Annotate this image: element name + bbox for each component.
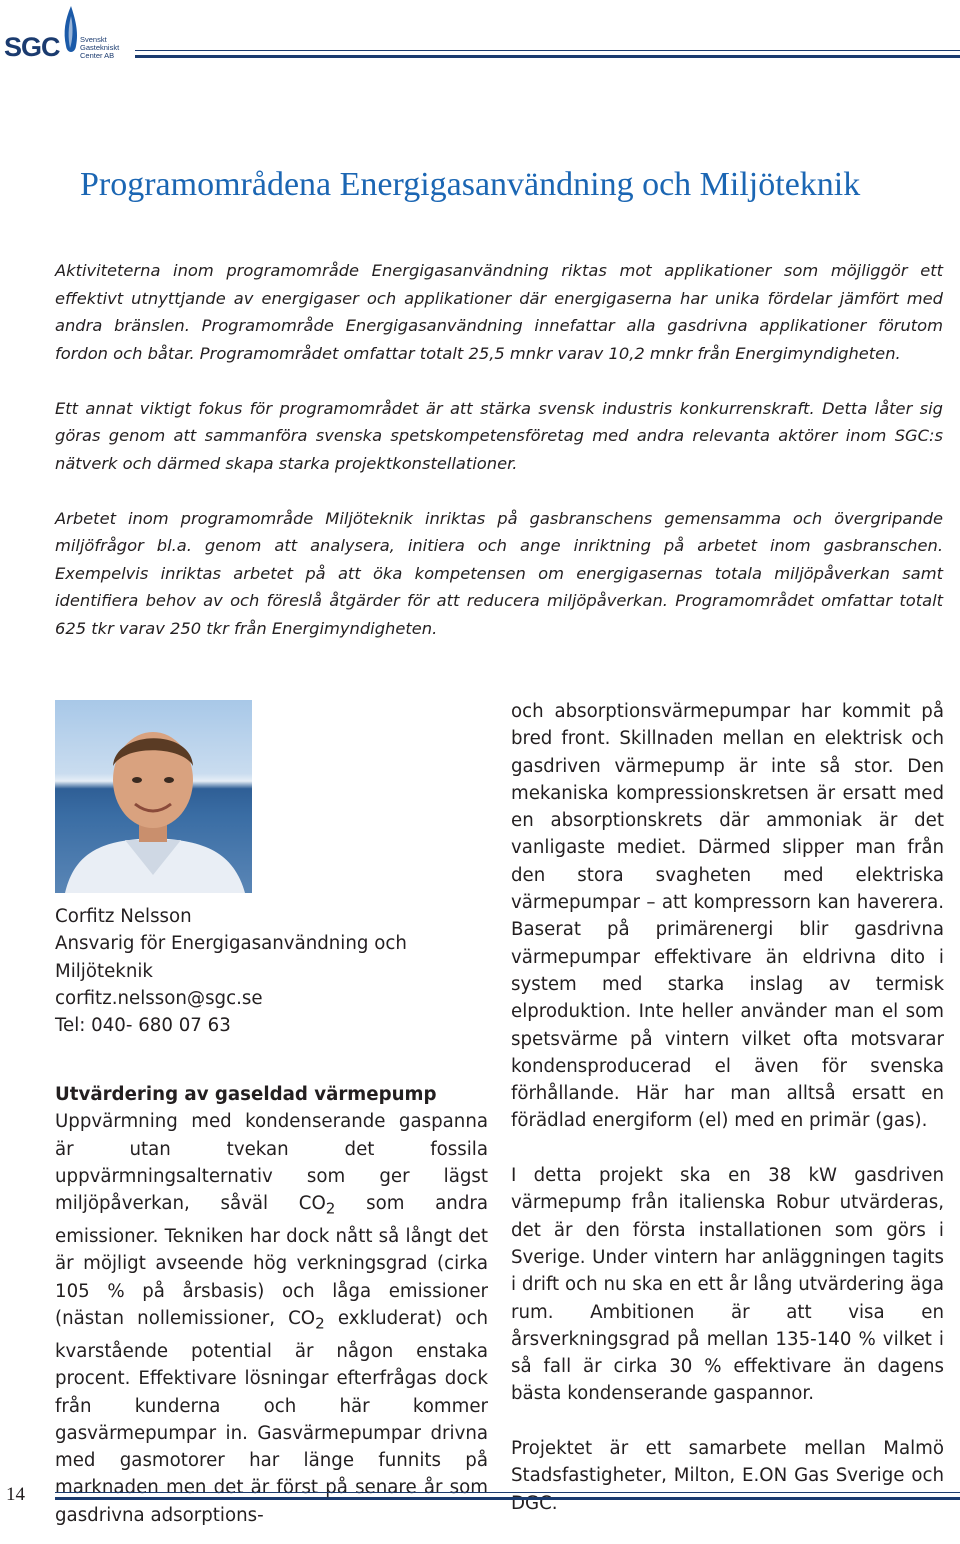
header-rule-thick (135, 55, 960, 58)
contact-caption (55, 903, 475, 1039)
page-header (0, 0, 960, 70)
subscript: 2 (325, 1199, 336, 1218)
contact-role: Ansvarig för Energigasanvändning och (55, 933, 407, 955)
article-paragraph (55, 1108, 488, 1529)
article-subheading: Utvärdering av gaseldad värmepump (55, 1084, 437, 1105)
logo-subtitle: Svenskt Gastekniskt Center AB (80, 35, 120, 60)
footer-rule-thin (55, 1492, 960, 1493)
intro-paragraph: Aktiviteterna inom programområde Energigasanvändning riktas mot applikationer som möjliggör ett effektivt utnyttjande av energigaser och applikationer där energigaserna har unika fördelar jämfört med andra bränslen. Programområde Energigasanvändning innefattar alla gasdrivna applikationer förutom fordon och båtar. Programområdet omfattar totalt 25,5 mnkr varav 10,2 mnkr från Energimyndigheten. (55, 261, 943, 363)
text-segment: Uppvärmning med kondenserande gaspanna är utan tvekan det fossila uppvärmningsalternativ som ger lägst miljöpåverkan, såväl CO (55, 1111, 488, 1215)
contact-role-continued: Miljöteknik (55, 960, 153, 982)
subscript: 2 (315, 1314, 325, 1333)
article-right-column (511, 698, 944, 1544)
contact-email[interactable]: corfitz.nelsson@sgc.se (55, 987, 263, 1009)
portrait-illustration (55, 700, 252, 893)
page-title: Programområdena Energigasanvändning och Miljöteknik (80, 166, 861, 203)
page-number: 14 (6, 1484, 25, 1505)
contact-name: Corfitz Nelsson (55, 906, 192, 927)
flame-icon (60, 6, 82, 64)
portrait-photo (55, 700, 252, 893)
text-segment: exkluderat) och kvarstående potential är någon enstaka procent. Effektivare lösningar efterfrågas dock från kunderna och här kommer gasvärmepumpar in. Gasvärmepumpar drivna med gasmotorer har länge funnits på marknaden men det är först på senare år som gasdrivna adsorptions- (55, 1308, 488, 1526)
text-segment: som andra emissioner. Tekniken har dock nått så långt det är möjligt avseende hög verkningsgrad (cirka 105 % på årsbasis) och låga emissioner (nästan nollemissioner, CO (55, 1193, 488, 1330)
contact-phone: Tel: 040- 680 07 63 (55, 1015, 231, 1037)
article-paragraph: Projektet är ett samarbete mellan Malmö Stadsfastigheter, Milton, E.ON Gas Sverige och DGC. (511, 1438, 944, 1514)
intro-paragraph: Ett annat viktigt fokus för programområdet är att stärka svensk industris konkurrenskraft. Detta låter sig göras genom att sammanföra svenska spetskompetensföretag med andra relevanta aktörer inom SGC:s nätverk och därmed skapa starka projektkonstellationer. (55, 398, 943, 473)
footer-rule-thick (55, 1497, 960, 1500)
article-paragraph: I detta projekt ska en 38 kW gasdriven värmepump från italienska Robur utvärderas, det är den första installationen som görs i Sverige. Under vintern har anläggningen tagits i drift och nu ska en ett år lång utvärdering äga rum. Ambitionen är att visa en årsverkningsgrad på mellan 135-140 % vilket i så fall är cirka 30 % effektivare än dagens bästa kondenserande gaspannor. (511, 1165, 944, 1405)
logo-wordmark: SGC (4, 32, 60, 62)
article-paragraph: och absorptionsvärmepumpar har kommit på bred front. Skillnaden mellan en elektrisk och gasdriven värmepump är inte så stor. Den mekaniska kompressionskretsen är ersatt med en absorptionskrets där ammoniak är det vanligaste mediet. Därmed slipper man från den stora svagheten med elektriska värmepumpar – att kompressorn kan haverera. Baserat på primärenergi blir gasdrivna värmepumpar effektivare än eldrivna dito i system med starka inslag av termisk elproduktion. Inte heller använder man el som spetsvärme på vintern vilket ofta motsvarar kondensproducerad el även för svenska förhållande. Här har man alltså ersatt en förädlad energiform (el) med en primär (gas). (511, 701, 944, 1132)
sgc-logo (4, 4, 124, 64)
article-left-column (55, 1081, 488, 1529)
intro-section (55, 257, 943, 670)
intro-paragraph: Arbetet inom programområde Miljöteknik inriktas på gasbranschens gemensamma och övergripande miljöfrågor bl.a. genom att analysera, initiera och ange inriktning på arbetet inom gasbranschen. Exempelvis inriktas arbetet på att öka kompetensen om energigasernas totala miljöpåverkan samt identifiera behov av och föreslå åtgärder för att reducera miljöpåverkan. Programområdet omfattar totalt 625 tkr varav 250 tkr från Energimyndigheten. (55, 508, 943, 638)
header-rule-thin (135, 50, 960, 51)
